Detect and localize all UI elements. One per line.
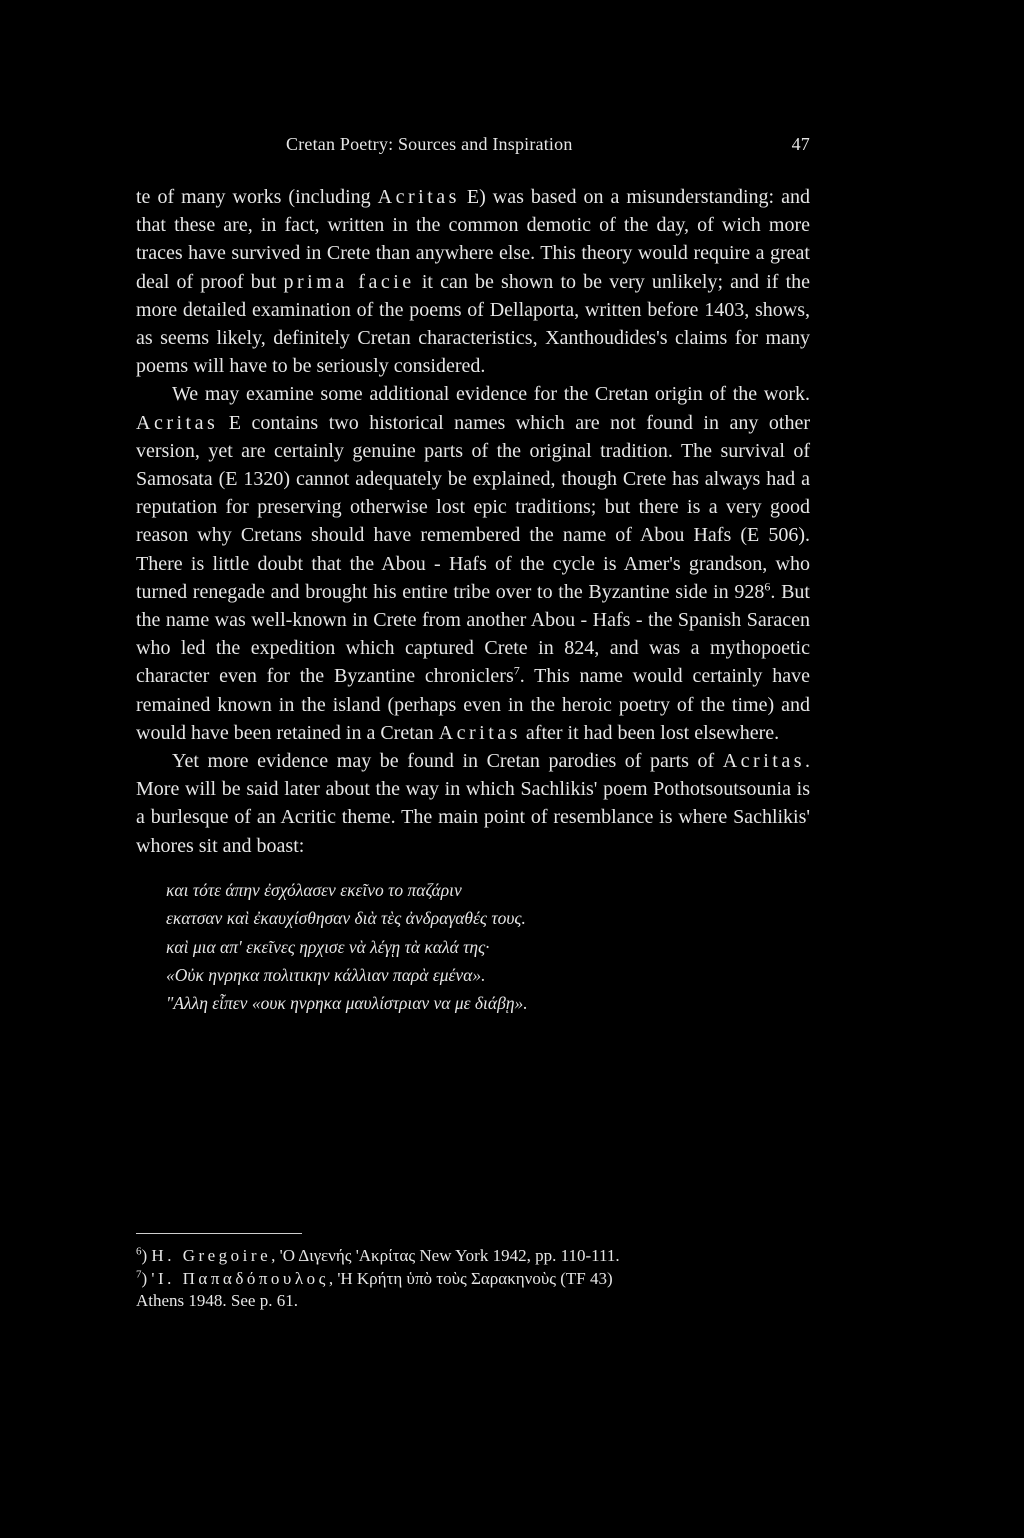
paragraph-1: te of many works (including Acritas E) was based on a misunderstanding: and that these are, in fact, written in the common demotic of the day, of wich more traces have survived in Crete than anywhere else. This theory would require a great deal of proof but prima facie it can be shown to be very unlikely; and if the more detailed examination of the poems of Dellaporta, written before 1403, shows, as seems likely, definitely Cretan characteristics, Xanthoudides's claims for many poems will have to be seriously considered. bbox=[136, 186, 811, 378]
poem-line: "Αλλη εἶπεν «ουκ ηνρηκα μαυλίστριαν να με διάβῃ». bbox=[166, 993, 528, 1014]
footnote-author: 'Ι. Παπαδόπουλος bbox=[151, 1268, 329, 1288]
footnote-ref-6: 6 bbox=[764, 579, 771, 594]
running-title: Cretan Poetry: Sources and Inspiration bbox=[286, 134, 573, 154]
poem-line: και τότε άπην ἐσχόλασεν εκεῖνο το παζάριν bbox=[166, 880, 462, 900]
footnote-divider bbox=[136, 1233, 302, 1234]
footnote-ref-7: 7 bbox=[513, 663, 520, 678]
spaced-acritas: Acritas bbox=[438, 721, 521, 744]
spaced-acritas: Acritas bbox=[722, 750, 805, 773]
spaced-acritas: Acritas bbox=[377, 186, 460, 208]
paragraph-2: We may examine some additional evidence for the Cretan origin of the work. Acritas E contains two historical names which are not found in any other version, yet are certainly genuine parts of the original tradition. The survival of Samosata (E 1320) cannot adequately be explained, though Crete has always had a reputation for preserving otherwise lost epic traditions; but there is a very good reason why Cretans should have remembered the name of Abou Hafs (E 506). There is little doubt that the Abou - Hafs of the cycle is Amer's grandson, who turned renegade and brought his entire tribe over to the Byzantine side in $928^6$. But the name was well-known in Crete from another Abou - Hafs - the Spanish Saracen who led the expedition which captured Crete in 824, and was a mythopoetic character even for the Byzantine chroniclers$^7$. This name would certainly have remained known in the island (perhaps even in the heroic poetry of the time) and would have been retained in a Cretan Acritas after it had been lost elsewhere. bbox=[136, 383, 810, 744]
poem-line: εκατσαν καὶ ἐκαυχίσθησαν διὰ τὲς ἀνδραγαθές τους. bbox=[166, 908, 526, 929]
body-text bbox=[136, 183, 810, 860]
page-number: 47 bbox=[791, 134, 810, 154]
poem-line: «Οὐκ ηνρηκα πολιτικην κάλλιαν παρὰ εμένα». bbox=[166, 964, 486, 985]
footnote-6: $^6$) H. Gregoire, 'Ο Διγενής 'Ακρίτας New York 1942, pp. 110-111. bbox=[136, 1245, 620, 1265]
footnote-7-continued: Athens 1948. See p. 61. bbox=[136, 1291, 298, 1310]
poem-line: καὶ μια απ' εκεῖνες ηρχισε νὰ λέγῃ τὰ καλά της· bbox=[166, 936, 490, 957]
footnote-7: $^7$) 'Ι. Παπαδόπουλος, 'Η Κρήτη ὑπὸ τοὺς Σαρακηνοὺς (ΤF 43) bbox=[136, 1267, 613, 1288]
greek-quotation bbox=[166, 876, 786, 1017]
spaced-acritas: Acritas bbox=[136, 411, 219, 434]
footnotes bbox=[136, 1245, 810, 1313]
paragraph-3: Yet more evidence may be found in Cretan parodies of parts of Acritas. More will be said later about the way in which Sachlikis' poem Pothotsoutsounia is a burlesque of an Acritic theme. The main point of resemblance is where Sachlikis' whores sit and boast: bbox=[136, 750, 810, 857]
spaced-prima-facie: prima facie bbox=[283, 270, 415, 293]
footnote-author: H. Gregoire bbox=[151, 1246, 272, 1265]
